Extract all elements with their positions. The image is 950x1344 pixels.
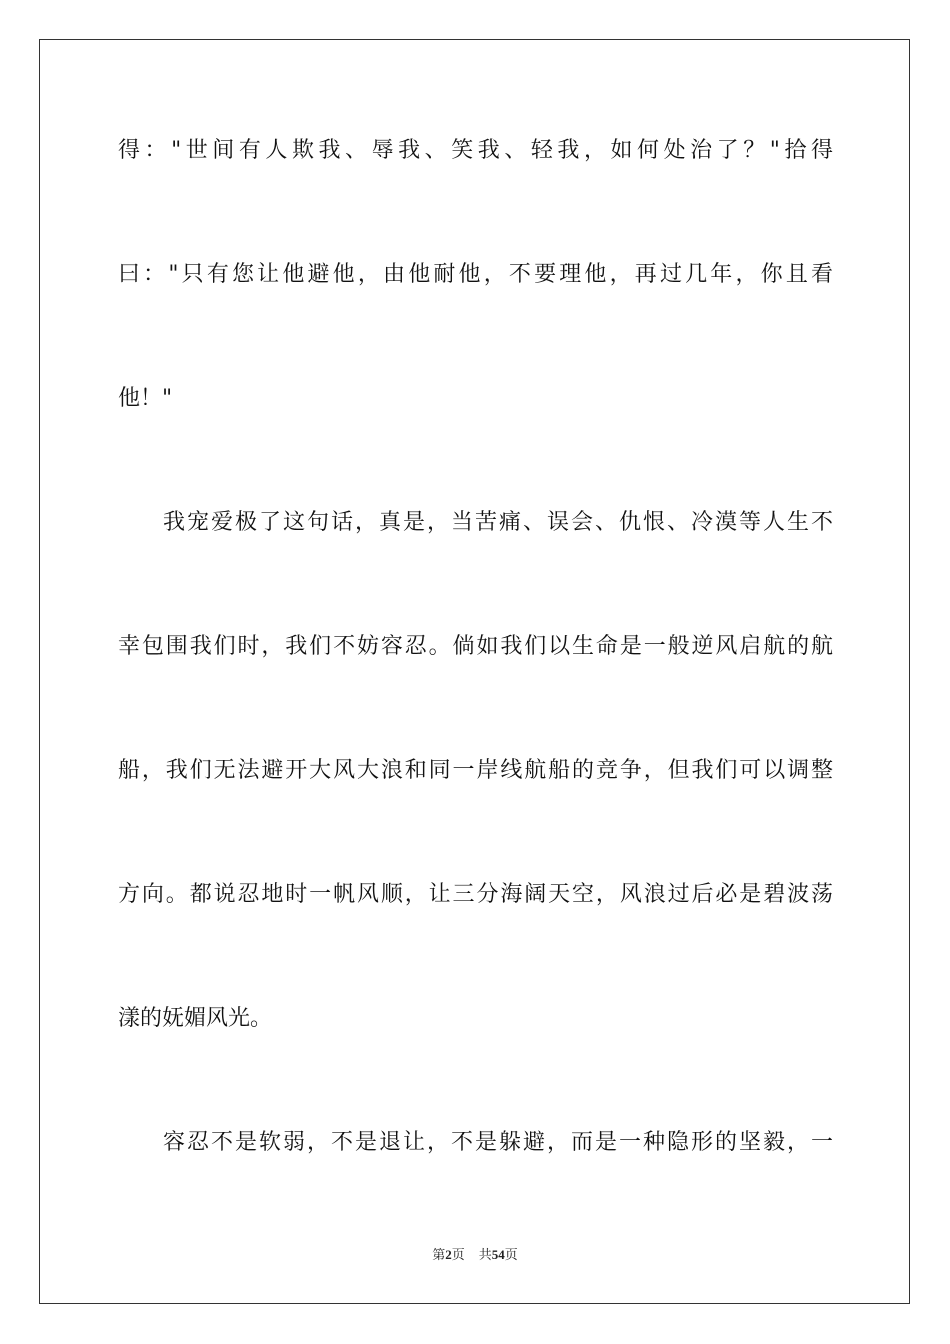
page-prefix: 第 xyxy=(432,1247,446,1262)
total-suffix: 页 xyxy=(504,1247,518,1262)
page-footer xyxy=(0,1246,950,1264)
text-line-6: 船，我们无法避开大风大浪和同一岸线航船的竞争，但我们可以调整 xyxy=(118,758,833,783)
text-line-1: 得："世间有人欺我、辱我、笑我、轻我，如何处治了？"拾得 xyxy=(118,138,833,163)
text-line-5: 幸包围我们时，我们不妨容忍。倘如我们以生命是一般逆风启航的航 xyxy=(118,634,833,659)
total-prefix: 共 xyxy=(478,1247,492,1262)
paragraph-start-line-2: 容忍不是软弱，不是退让，不是躲避，而是一种隐形的坚毅，一 xyxy=(163,1130,833,1155)
text-line-2: 曰："只有您让他避他，由他耐他，不要理他，再过几年，你且看 xyxy=(118,262,833,287)
total-pages: 54 xyxy=(491,1247,505,1262)
page-number: 2 xyxy=(445,1247,452,1262)
text-line-8: 漾的妩媚风光。 xyxy=(118,1006,273,1031)
text-line-7: 方向。都说忍地时一帆风顺，让三分海阔天空，风浪过后必是碧波荡 xyxy=(118,882,833,907)
page-suffix: 页 xyxy=(451,1247,465,1262)
page-border xyxy=(39,39,910,1304)
paragraph-start-line-1: 我宠爱极了这句话，真是，当苦痛、误会、仇恨、冷漠等人生不 xyxy=(163,510,833,535)
text-line-3: 他！" xyxy=(118,386,173,411)
